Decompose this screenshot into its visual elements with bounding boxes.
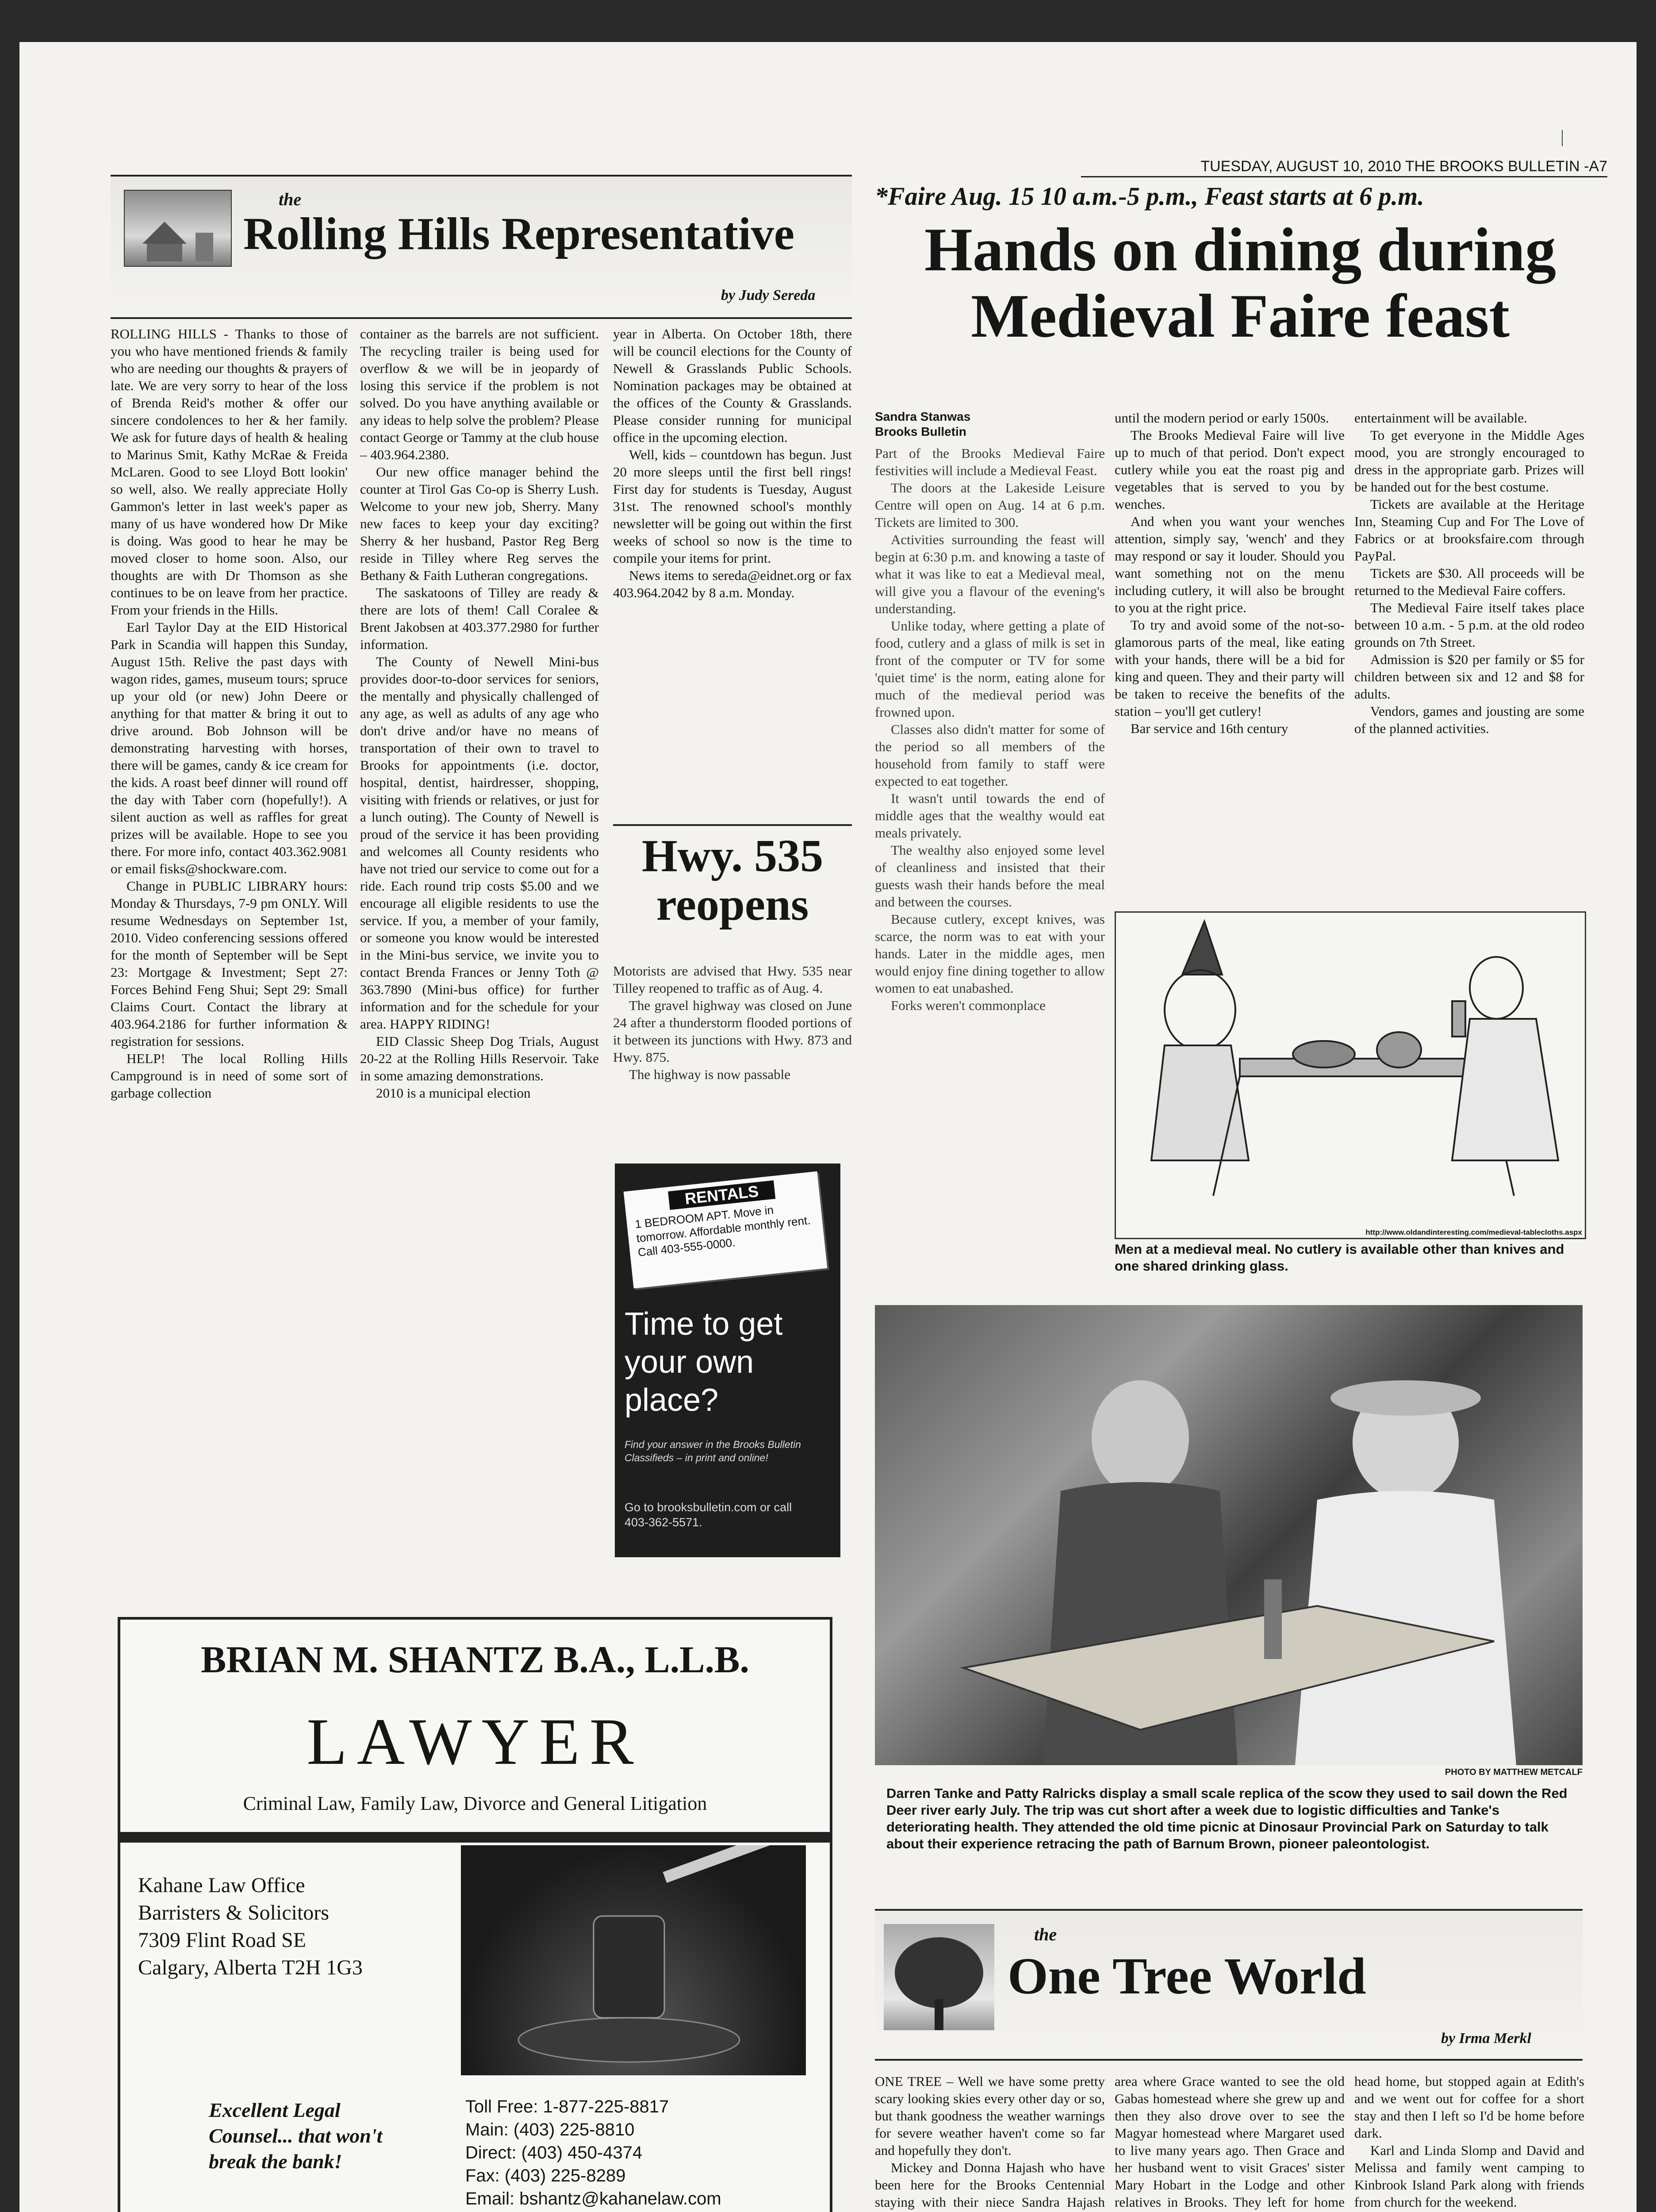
- lawyer-office: [138, 1872, 363, 1982]
- hwy-body: [613, 962, 852, 1157]
- byline-name: Sandra Stanwas: [875, 410, 971, 423]
- divider: [613, 824, 852, 826]
- lawyer-practice: Criminal Law, Family Law, Divorce and General Litigation: [243, 1793, 707, 1814]
- paragraph: The highway is now passable: [629, 1067, 791, 1082]
- lawyer-ad: [118, 1617, 832, 2212]
- lawyer-slogan: Excellent Legal Counsel... that won't break the bank!: [209, 2099, 383, 2173]
- barn-icon: [125, 191, 231, 266]
- paragraph: News items to sereda@eidnet.org or fax 403.964.2042 by 8 a.m. Monday.: [613, 568, 852, 600]
- newspaper-page: [19, 42, 1637, 2212]
- tree-photo: [884, 1924, 994, 2030]
- paragraph: To get everyone in the Middle Ages mood, you are strongly encouraged to dress in the appropriate garb. Prizes will be handed out for the best costume.: [1354, 427, 1584, 495]
- hwy-headline-line2: reopens: [656, 879, 809, 930]
- rentals-tag: RENTALS: [668, 1180, 775, 1210]
- paragraph: Karl and Linda Slomp and David and Melissa and family went camping to Kinbrook Island Park along with friends from church for the weekend.: [1354, 2143, 1584, 2210]
- paragraph: Our new office manager behind the counter at Tirol Gas Co-op is Sherry Lush. Welcome to your new job, Sherry. Many new faces to keep your day exciting? Sherry & her husband, Pastor Reg Berg reside in Tilley where Reg serves the Bethany & Faith Lutheran congregations.: [360, 464, 599, 583]
- paragraph: HELP! The local Rolling Hills Campground is in need of some sort of garbage collection: [111, 1051, 348, 1101]
- rentals-listing: 1 BEDROOM APT. Move in tomorrow. Affordable monthly rent. Call 403-555-0000.: [634, 1203, 811, 1259]
- paragraph: And when you want your wenches attention, simply say, 'wench' and they may respond or say it louder. Should you want something not on the menu including cutlery, it will also be brought to you at the right price.: [1115, 514, 1345, 615]
- rhr-kicker: the: [279, 189, 302, 209]
- office-name: Kahane Law Office: [138, 1874, 305, 1897]
- paragraph: Earl Taylor Day at the EID Historical Park in Scandia will happen this Sunday, August 15th. Relive the past days with wagon rides, games, museum tours; spruce up your old (or new) John Deere or anything for that matter & bring it out to drive around. Bob Johnson will be demonstrating harvesting with horses, there will be games, candy & ice cream for the kids. A roast beef dinner will round off the day with Taber corn (hopefully!). A silent auction as well as raffles for great prizes will be available. Hope to see you there. For more info, contact 403.362.9081 or email fisks@shockware.com.: [111, 619, 348, 876]
- rhr-column-3: [613, 325, 852, 816]
- rhr-column-2: [360, 325, 599, 1595]
- otw-column-3: [1354, 2073, 1584, 2212]
- paragraph: Because cutlery, except knives, was scarce, the norm was to eat with your hands. Later in the middle ages, men would enjoy fine dining together to allow women to eat unabashed.: [875, 911, 1105, 996]
- tree-icon: [884, 1924, 994, 2030]
- paragraph: Motorists are advised that Hwy. 535 near Tilley reopened to traffic as of Aug. 4.: [613, 963, 852, 996]
- paragraph: head home, but stopped again at Edith's and we went out for coffee for a short stay and then I left so I'd be home before dark.: [1354, 2074, 1584, 2141]
- paragraph: Tickets are available at the Heritage Inn, Steaming Cup and For The Love of Fabrics or at brooksfaire.com through PayPal.: [1354, 496, 1584, 564]
- medieval-headline: [860, 217, 1621, 349]
- paragraph: The Medieval Faire itself takes place between 10 a.m. - 5 p.m. at the old rodeo grounds on 7th Street.: [1354, 600, 1584, 650]
- paragraph: Vendors, games and jousting are some of the planned activities.: [1354, 703, 1584, 736]
- illustration-caption: Men at a medieval meal. No cutlery is available other than knives and one shared drinking glass.: [1115, 1241, 1564, 1274]
- paragraph: Activities surrounding the feast will begin at 6:30 p.m. and knowing a taste of what it was like to eat a Medieval meal, will give you a flavour of the evening's understanding.: [875, 532, 1105, 616]
- otw-byline: by Irma Merkl: [1441, 2030, 1531, 2047]
- tollfree: Toll Free: 1-877-225-8817: [465, 2097, 669, 2116]
- paragraph: Classes also didn't matter for some of the period so all members of the household from family to staff were expected to eat together.: [875, 722, 1105, 789]
- rentals-headline: Time to get your own place?: [625, 1306, 783, 1418]
- office-line4: Calgary, Alberta T2H 1G3: [138, 1956, 363, 1979]
- farm-photo: [124, 190, 232, 267]
- hwy-headline: [613, 832, 852, 929]
- paragraph: The doors at the Lakeside Leisure Centre will open on Aug. 14 at 6 p.m. Tickets are limited to 300.: [875, 480, 1105, 530]
- picnic-caption: Darren Tanke and Patty Ralricks display a small scale replica of the scow they used to sail down the Red Deer river early July. The trip was cut short after a week due to logistic difficulties and Tanke's deteriorating health. They attended the old time picnic at Dinosaur Provincial Park on Saturday to talk about their experience retracing the path of Barnum Brown, pioneer paleontologist.: [886, 1786, 1568, 1851]
- paragraph: ONE TREE – Well we have some pretty scary looking skies every other day or so, but thank goodness the weather warnings for severe weather haven't come so far and hopefully they don't.: [875, 2074, 1105, 2158]
- office-line2: Barristers & Solicitors: [138, 1901, 329, 1924]
- paragraph: Part of the Brooks Medieval Faire festivities will include a Medieval Feast.: [875, 445, 1105, 478]
- gavel-icon: [461, 1845, 806, 2075]
- medieval-column-1: [875, 445, 1105, 1281]
- hwy-headline-line1: Hwy. 535: [641, 830, 824, 881]
- rhr-banner: [111, 175, 852, 319]
- paragraph: Tickets are $30. All proceeds will be returned to the Medieval Faire coffers.: [1354, 565, 1584, 598]
- medieval-column-3: [1354, 409, 1584, 905]
- picnic-scene: [875, 1305, 1583, 1765]
- main-phone: Main: (403) 225-8810: [465, 2120, 635, 2139]
- paragraph: Change in PUBLIC LIBRARY hours: Monday & Thursdays, 7-9 pm ONLY. Will resume Wednesdays on September 1st, 2010. Video conferencing sessions offered for the month of September will be Sept 23: Mortgage & Investment; Sept 27: Forces Behind Feng Shui; Sept 29: Small Claims Court. Contact the library at 403.964.2186 for further information & registration for sessions.: [111, 878, 348, 1049]
- paragraph: Mickey and Donna Hajash who have been here for the Brooks Centennial staying with their niece Sandra Hajash: [875, 2160, 1105, 2210]
- paragraph: until the modern period or early 1500s.: [1115, 410, 1329, 426]
- office-line3: 7309 Flint Road SE: [138, 1928, 307, 1952]
- byline-paper: Brooks Bulletin: [875, 425, 966, 438]
- photo-credit: PHOTO BY MATTHEW METCALF: [1445, 1767, 1583, 1777]
- lawyer-name: BRIAN M. SHANTZ B.A., L.L.B.: [200, 1638, 750, 1681]
- paragraph: entertainment will be available.: [1354, 410, 1527, 426]
- lawyer-divider: [120, 1832, 830, 1843]
- rhr-title: Rolling Hills Representative: [243, 208, 795, 259]
- paragraph: To try and avoid some of the not-so-glamorous parts of the meal, like eating with your hands, there will be a bid for king and queen. They and their party will be taken to receive the benefits of the station – you'll get cutlery!: [1115, 617, 1345, 719]
- picnic-photo: [875, 1305, 1583, 1765]
- paragraph: area where Grace wanted to see the old Gabas homestead where she grew up and then they also drove over to see the Magyar homestead where Margaret used to live many years ago. Then Grace and her husband went to visit Graces' sister Mary Hobart in the Lodge and other relatives in Brooks. They left for home: [1115, 2074, 1345, 2210]
- paragraph: Admission is $20 per family or $5 for children between six and 12 and $8 for adults.: [1354, 652, 1584, 702]
- medieval-byline: [875, 409, 1105, 439]
- paragraph: Bar service and 16th century: [1131, 721, 1288, 736]
- otw-banner: [875, 1909, 1583, 2061]
- medieval-column-2: [1115, 409, 1345, 905]
- rentals-ad: [615, 1164, 840, 1557]
- medieval-headline-line1: Hands on dining during: [924, 215, 1556, 284]
- paragraph: The saskatoons of Tilley are ready & there are lots of them! Call Coralee & Brent Jakobsen at 403.377.2980 for further information.: [360, 585, 599, 652]
- lawyer-contacts: [465, 2095, 721, 2210]
- paragraph: It wasn't until towards the end of middle ages that the wealthy would eat meals privately.: [875, 791, 1105, 841]
- direct-phone: Direct: (403) 450-4374: [465, 2143, 643, 2162]
- otw-column-1: [875, 2073, 1105, 2212]
- paragraph: year in Alberta. On October 18th, there will be council elections for the County of Newell & Grasslands Public Schools. Nomination packages may be obtained at the offices of the County & Grasslands. Please consider running for municipal office in the upcoming election.: [613, 326, 852, 445]
- rhr-column-1: [111, 325, 348, 1595]
- paragraph: EID Classic Sheep Dog Trials, August 20-22 at the Rolling Hills Reservoir. Take in some amazing demonstrations.: [360, 1033, 599, 1083]
- gavel-image: [461, 1845, 806, 2075]
- email: Email: bshantz@kahanelaw.com: [465, 2189, 721, 2208]
- medieval-feast-drawing: [1116, 913, 1585, 1238]
- rhr-byline: by Judy Sereda: [721, 287, 816, 303]
- paragraph: Well, kids – countdown has begun. Just 20 more sleeps until the first bell rings! First day for students is Tuesday, August 31st. The renowned school's monthly newsletter will be going out within the first weeks of school so now is the time to compile your items for print.: [613, 447, 852, 566]
- otw-column-2: [1115, 2073, 1345, 2212]
- paragraph: ROLLING HILLS - Thanks to those of you who have mentioned friends & family who are needing our thoughts & prayers of late. We are very sorry to hear of the loss of Brenda Reid's mother & offer our sincere condolences to her & her family. We ask for future days of health & healing to Marinus Smit, Kathy McRae & Freida McLaren. Good to see Lloyd Bott lookin' so well, also. We really appreciate Holly Gammon's letter in last week's paper as many of us have wondered how Dr Mike is doing. Was good to hear he may be moved closer to home soon. Also, our thoughts are with Dr Thomson as she continues to be on leave from her practice. From your friends in the Hills.: [111, 326, 348, 618]
- paragraph: The gravel highway was closed on June 24 after a thunderstorm flooded portions of it between its junctions with Hwy. 873 and Hwy. 875.: [613, 998, 852, 1065]
- otw-title: One Tree World: [1008, 1947, 1366, 2005]
- medieval-illustration: [1115, 911, 1586, 1239]
- paragraph: Forks weren't commonplace: [891, 998, 1046, 1013]
- dateline: TUESDAY, AUGUST 10, 2010 THE BROOKS BULLETIN -A7: [1081, 158, 1607, 177]
- medieval-headline-line2: Medieval Faire feast: [970, 282, 1510, 350]
- rentals-footer: Go to brooksbulletin.com or call 403-362-5571.: [625, 1501, 792, 1529]
- paragraph: The County of Newell Mini-bus provides door-to-door services for seniors, the mentally and physically challenged of any age, as well as adults of any age who don't drive and/or have no means of transportation of their own to travel to Brooks for appointments (i.e. doctor, hospital, dentist, hairdresser, shopping, visiting with friends or relatives, or just for a lunch outing). The County of Newell is proud of the service it has been providing and welcomes all County residents who have not tried our service to come out for a ride. Each round trip costs $5.00 and we encourage all eligible residents to use the service. If you, a member of your family, or someone you know would be interested in the Mini-bus service, we invite you to contact Brenda Frances or Jenny Toth @ 363.7890 (Mini-bus office) for further information and for the schedule for your area. HAPPY RIDING!: [360, 654, 599, 1032]
- otw-kicker: the: [1034, 1924, 1057, 1944]
- paragraph: The Brooks Medieval Faire will live up to much of that period. Don't expect cutlery while you eat the roast pig and vegetables that is served to you by wenches.: [1115, 427, 1345, 512]
- rentals-sub: Find your answer in the Brooks Bulletin Classifieds – in print and online!: [625, 1439, 801, 1463]
- corner-mark: |: [1560, 127, 1564, 146]
- illustration-url: http://www.oldandinteresting.com/medieval-tablecloths.aspx: [1365, 1228, 1582, 1237]
- paragraph: 2010 is a municipal election: [376, 1085, 531, 1101]
- fax: Fax: (403) 225-8289: [465, 2166, 626, 2185]
- lawyer-title: LAWYER: [307, 1705, 644, 1778]
- rentals-card: [624, 1171, 828, 1289]
- paragraph: The wealthy also enjoyed some level of cleanliness and insisted that their guests wash their hands before the meal and between the courses.: [875, 842, 1105, 910]
- paragraph: container as the barrels are not sufficient. The recycling trailer is being used for overflow & we will be in jeopardy of losing this service if the problem is not solved. Do you have anything available or any ideas to help solve the problem? Please contact George or Tammy at the club house – 403.964.2380.: [360, 326, 599, 462]
- medieval-deck: *Faire Aug. 15 10 a.m.-5 p.m., Feast starts at 6 p.m.: [875, 182, 1424, 211]
- paragraph: Unlike today, where getting a plate of food, cutlery and a glass of milk is set in front of the computer or TV for some 'quiet time' is the norm, eating alone for much of the medieval period was frowned upon.: [875, 618, 1105, 720]
